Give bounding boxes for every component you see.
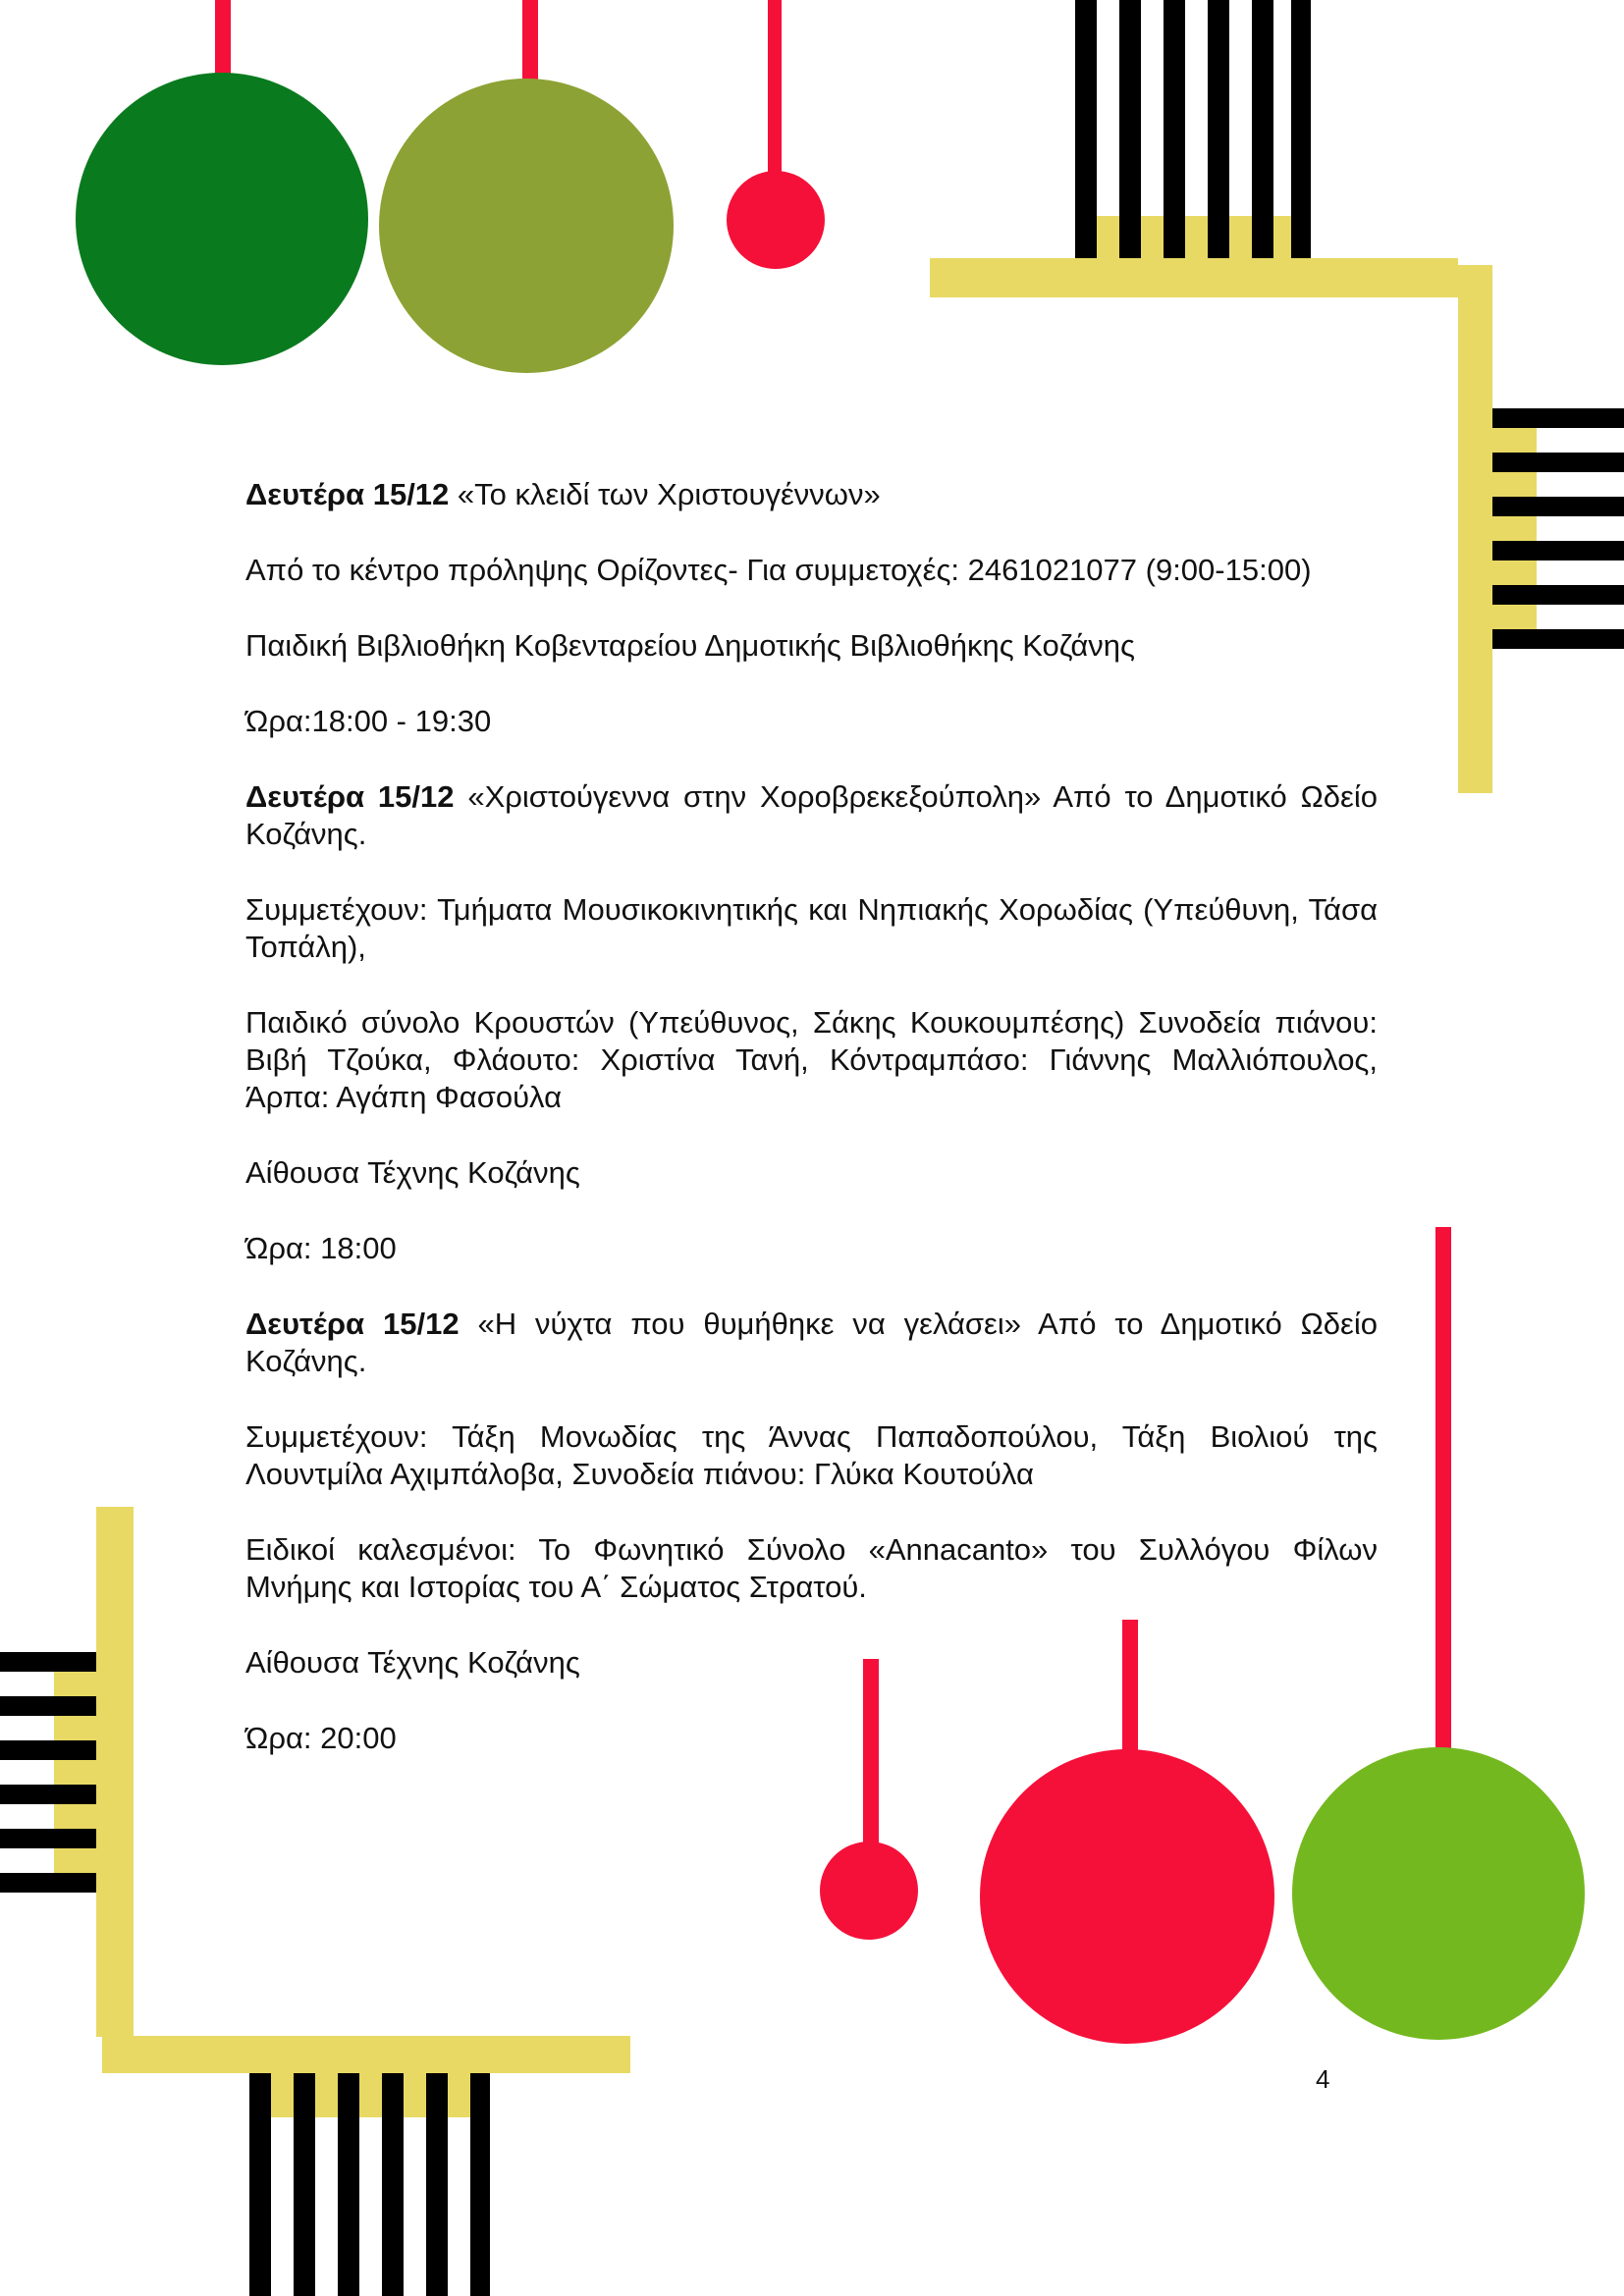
black-stripe bbox=[1252, 0, 1273, 258]
black-stripe bbox=[1164, 0, 1185, 258]
event-title: «Χριστούγεννα στην Χοροβρεκεξούπολη» Από το Δημοτικό Ωδείο Κοζάνης. bbox=[245, 779, 1378, 851]
black-stripe bbox=[470, 2073, 490, 2296]
black-stripe bbox=[1492, 541, 1624, 561]
black-stripe bbox=[1075, 0, 1097, 258]
black-stripe bbox=[1119, 0, 1141, 258]
event-time: Ώρα: 18:00 bbox=[245, 1231, 397, 1265]
yellow-frame-top-vertical bbox=[1458, 265, 1492, 793]
event-venue: Αίθουσα Τέχνης Κοζάνης bbox=[245, 1155, 580, 1190]
black-stripe bbox=[338, 2073, 359, 2296]
event-time: Ώρα: 20:00 bbox=[245, 1721, 397, 1755]
yellow-frame-bottom-vertical bbox=[96, 1507, 134, 2037]
yellow-frame-bottom-horizontal bbox=[102, 2036, 630, 2073]
ornament-olive-green bbox=[379, 79, 674, 373]
black-stripe bbox=[294, 2073, 315, 2296]
event-2 bbox=[245, 778, 1378, 1267]
black-stripe bbox=[0, 1829, 96, 1848]
black-stripe bbox=[0, 1740, 96, 1760]
event-organizer: Από το κέντρο πρόληψης Ορίζοντες- Για συμμετοχές: 2461021077 (9:00-15:00) bbox=[245, 553, 1312, 587]
black-stripes-right bbox=[1492, 408, 1624, 649]
event-1 bbox=[245, 476, 1378, 740]
event-3 bbox=[245, 1306, 1378, 1757]
black-stripe bbox=[249, 2073, 271, 2296]
black-stripe bbox=[1492, 629, 1624, 649]
event-time: Ώρα:18:00 - 19:30 bbox=[245, 704, 492, 738]
black-stripe bbox=[1291, 0, 1311, 258]
event-participants: Συμμετέχουν: Τάξη Μονωδίας της Άννας Παπαδοπούλου, Τάξη Βιολιού της Λουντμίλα Αχιμπάλοβα, Συνοδεία πιάνου: Γλύκα Κουτούλα bbox=[245, 1419, 1378, 1491]
black-stripe bbox=[0, 1652, 96, 1672]
ornament-small-red-bottom bbox=[820, 1842, 918, 1940]
black-stripes-left bbox=[0, 1652, 96, 1893]
black-stripe bbox=[382, 2073, 404, 2296]
ornament-small-red-top bbox=[727, 171, 825, 269]
black-stripe bbox=[1208, 0, 1229, 258]
black-stripe bbox=[0, 1696, 96, 1716]
black-stripe bbox=[0, 1873, 96, 1893]
event-heading bbox=[245, 778, 1378, 853]
black-stripes-bottom bbox=[249, 2073, 490, 2296]
page-number: 4 bbox=[1316, 2064, 1330, 2094]
event-ensemble: Παιδικό σύνολο Κρουστών (Υπεύθυνος, Σάκης Κουκουμπέσης) Συνοδεία πιάνου: Βιβή Τζούκα, Φλάουτο: Χριστίνα Τανή, Κόντραμπάσο: Γιάννης Μαλλιόπουλος, Άρπα: Αγάπη Φασούλα bbox=[245, 1005, 1378, 1114]
event-heading bbox=[245, 1306, 1378, 1380]
event-venue: Παιδική Βιβλιοθήκη Κοβενταρείου Δημοτικής Βιβλιοθήκης Κοζάνης bbox=[245, 628, 1135, 663]
ornament-string-6 bbox=[1435, 1227, 1451, 1752]
black-stripe bbox=[0, 1785, 96, 1804]
black-stripe bbox=[1492, 453, 1624, 472]
document-body bbox=[245, 476, 1378, 1795]
event-title: «Το κλειδί των Χριστουγέννων» bbox=[449, 477, 881, 511]
ornament-dark-green bbox=[76, 73, 368, 365]
black-stripe bbox=[1492, 497, 1624, 516]
event-guests: Ειδικοί καλεσμένοι: Το Φωνητικό Σύνολο «Annacanto» του Συλλόγου Φίλων Μνήμης και Ιστορίας του Α΄ Σώματος Στρατού. bbox=[245, 1532, 1378, 1604]
ornament-string-3 bbox=[768, 0, 782, 175]
event-participants: Συμμετέχουν: Τμήματα Μουσικοκινητικής και Νηπιακής Χορωδίας (Υπεύθυνη, Τάσα Τοπάλη), bbox=[245, 892, 1378, 964]
black-stripe bbox=[1492, 585, 1624, 605]
event-date: Δευτέρα 15/12 bbox=[245, 477, 450, 511]
event-venue: Αίθουσα Τέχνης Κοζάνης bbox=[245, 1645, 580, 1680]
event-date: Δευτέρα 15/12 bbox=[245, 779, 455, 814]
black-stripe bbox=[426, 2073, 448, 2296]
yellow-frame-top-horizontal bbox=[930, 258, 1458, 297]
event-title: «Η νύχτα που θυμήθηκε να γελάσει» Από το Δημοτικό Ωδείο Κοζάνης. bbox=[245, 1307, 1378, 1378]
black-stripes-top bbox=[1075, 0, 1311, 258]
ornament-string-2 bbox=[522, 0, 538, 82]
black-stripe bbox=[1492, 408, 1624, 428]
event-date: Δευτέρα 15/12 bbox=[245, 1307, 460, 1341]
event-heading bbox=[245, 476, 1378, 513]
ornament-string-1 bbox=[215, 0, 231, 77]
